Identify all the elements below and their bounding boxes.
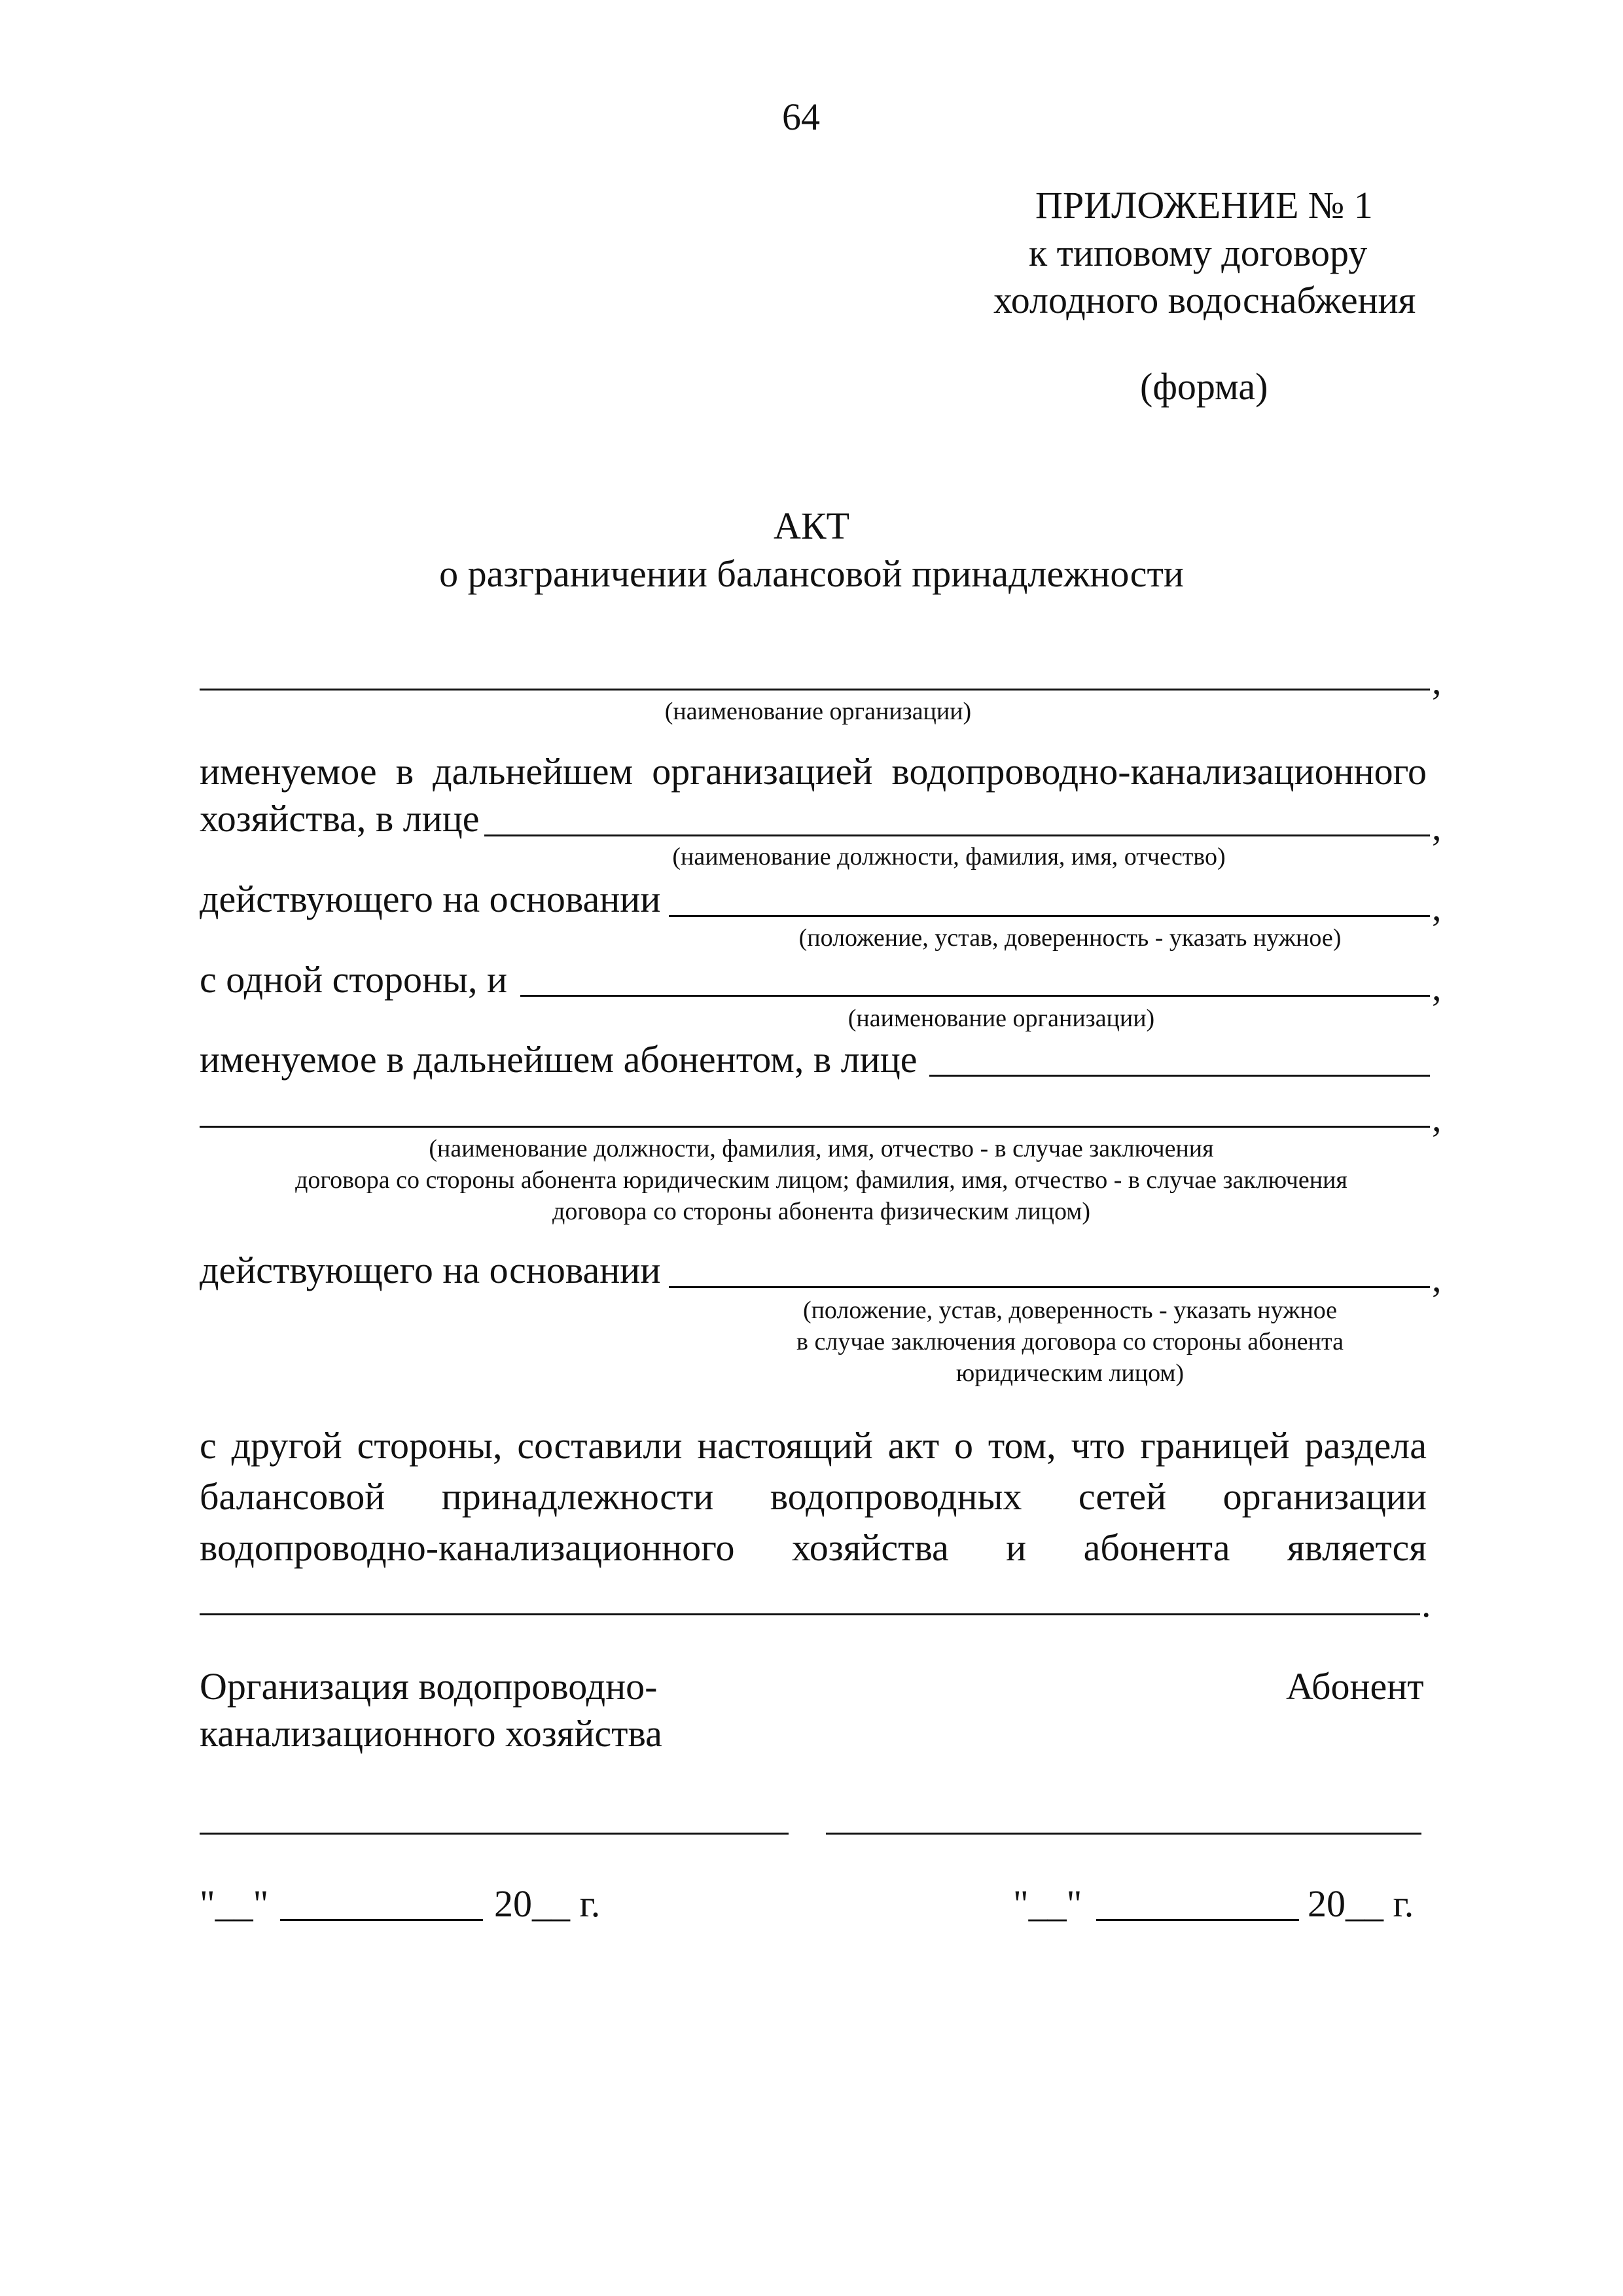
caption-subscriber-2: договора со стороны абонента юридическим лицом; фамилия, имя, отчество - в случае заключения (295, 1166, 1347, 1194)
signature-left-title-2: канализационного хозяйства (200, 1712, 662, 1755)
para-word: принадлежности (441, 1475, 714, 1518)
para-word: сетей (1078, 1475, 1167, 1518)
comma: , (1432, 1257, 1442, 1300)
date-left-month-field[interactable] (280, 1919, 483, 1921)
para-line-1 (200, 1424, 1427, 1467)
para-word: абонента (1083, 1526, 1230, 1569)
representative-field[interactable] (484, 834, 1430, 836)
para-word: хозяйства (791, 1526, 949, 1569)
para-line-3 (200, 1526, 1427, 1569)
act-title: АКТ (774, 505, 849, 547)
para-word: водопроводно-канализационного (200, 1526, 735, 1569)
caption-basis: (положение, устав, доверенность - указать нужное) (798, 924, 1342, 952)
caption-subscriber-1: (наименование должности, фамилия, имя, отчество - в случае заключения (429, 1135, 1214, 1162)
body-line-1-text: именуемое в дальнейшем организацией водопроводно-канализационного (200, 750, 1427, 793)
caption-basis-2-3: юридическим лицом) (955, 1359, 1185, 1387)
para-line-2 (200, 1475, 1427, 1518)
act-subtitle: о разграничении балансовой принадлежности (439, 552, 1184, 595)
caption-basis-2-2: в случае заключения договора со стороны абонента (796, 1328, 1344, 1355)
para-word: балансовой (200, 1475, 385, 1518)
date-right-day: "__" (1013, 1882, 1082, 1925)
boundary-field[interactable] (200, 1613, 1420, 1615)
subscriber-representative-field[interactable] (929, 1075, 1430, 1077)
appendix-line3: холодного водоснабжения (993, 279, 1416, 321)
basis-field[interactable] (669, 915, 1430, 917)
subscriber-representative-field-2[interactable] (200, 1126, 1430, 1128)
caption-org-name: (наименование организации) (664, 698, 972, 725)
comma: , (1432, 660, 1442, 702)
para-word: и (1006, 1526, 1027, 1569)
body-line-5: именуемое в дальнейшем абонентом, в лице (200, 1038, 918, 1081)
appendix-title: ПРИЛОЖЕНИЕ № 1 (1035, 184, 1373, 226)
comma: , (1432, 966, 1442, 1009)
date-right-month-field[interactable] (1096, 1919, 1299, 1921)
body-line-6: действующего на основании (200, 1249, 661, 1291)
page-number: 64 (782, 96, 820, 138)
body-line-1 (200, 750, 1427, 793)
appendix-line2: к типовому договору (1029, 232, 1368, 274)
caption-org-name-2: (наименование организации) (847, 1005, 1155, 1032)
org-name-field[interactable] (200, 689, 1430, 691)
para-word: является (1287, 1526, 1427, 1569)
para-word: водопроводных (770, 1475, 1022, 1518)
comma: , (1432, 806, 1442, 848)
date-left-day: "__" (200, 1882, 269, 1925)
signature-left-title-1: Организация водопроводно- (200, 1665, 658, 1708)
comma: , (1432, 1097, 1442, 1139)
body-line-2: хозяйства, в лице (200, 797, 480, 840)
basis-field-2[interactable] (669, 1286, 1430, 1288)
form-label: (форма) (1140, 365, 1268, 408)
signature-left-field[interactable] (200, 1833, 789, 1835)
signature-right-field[interactable] (826, 1833, 1421, 1835)
caption-position: (наименование должности, фамилия, имя, отчество) (672, 843, 1226, 870)
comma: , (1432, 886, 1442, 929)
period: . (1421, 1583, 1431, 1625)
body-line-4: с одной стороны, и (200, 958, 508, 1001)
para-line-1-text: с другой стороны, составили настоящий акт о том, что границей раздела (200, 1424, 1427, 1467)
org-name-field-2[interactable] (520, 995, 1430, 997)
date-right-year: 20__ г. (1308, 1882, 1414, 1925)
body-line-3: действующего на основании (200, 878, 661, 920)
caption-subscriber-3: договора со стороны абонента физическим лицом) (552, 1198, 1090, 1225)
date-left-year: 20__ г. (494, 1882, 601, 1925)
signature-right-title: Абонент (1286, 1665, 1424, 1708)
caption-basis-2-1: (положение, устав, доверенность - указать нужное (802, 1297, 1338, 1324)
para-word: организации (1222, 1475, 1427, 1518)
